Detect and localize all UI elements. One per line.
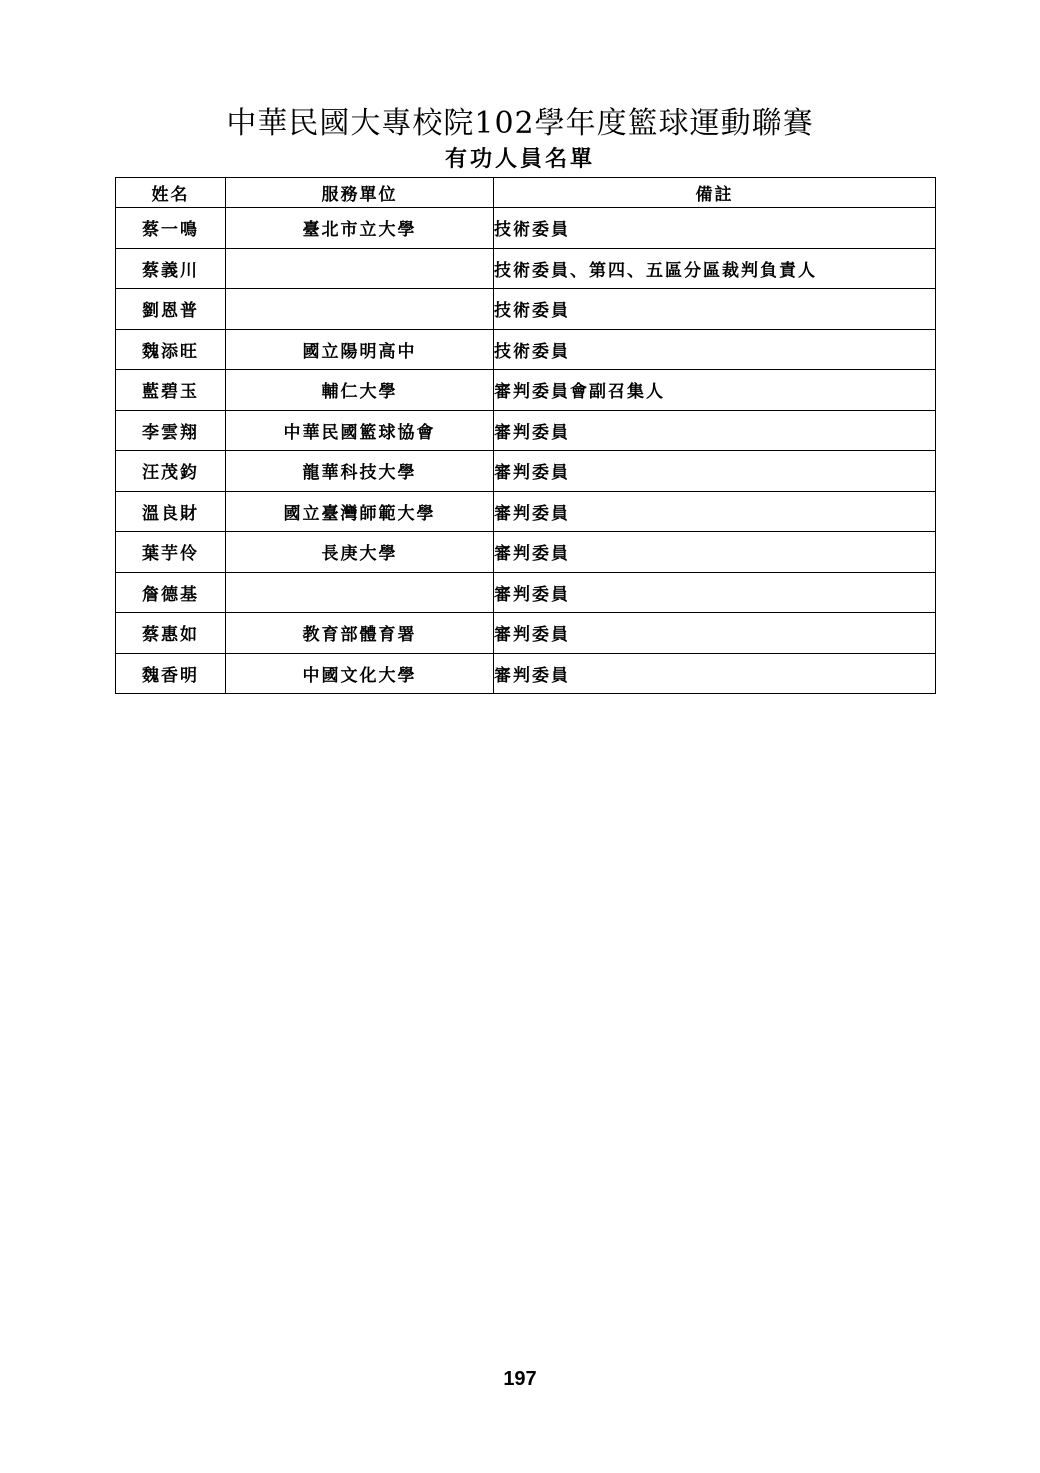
cell-name: 李雲翔 — [116, 410, 226, 451]
cell-note: 審判委員 — [494, 653, 936, 694]
document-subtitle: 有功人員名單 — [444, 146, 595, 172]
cell-unit: 臺北市立大學 — [226, 208, 494, 249]
cell-note: 審判委員 — [494, 410, 936, 451]
cell-unit — [226, 289, 494, 330]
cell-unit: 長庚大學 — [226, 532, 494, 573]
table-row — [116, 248, 936, 289]
table-row — [116, 289, 936, 330]
table-row — [116, 329, 936, 370]
cell-name: 溫良財 — [116, 491, 226, 532]
table-row — [116, 572, 936, 613]
cell-unit — [226, 248, 494, 289]
cell-unit: 國立臺灣師範大學 — [226, 491, 494, 532]
header-name: 姓名 — [116, 178, 226, 208]
cell-name: 蔡惠如 — [116, 613, 226, 654]
cell-name: 劉恩普 — [116, 289, 226, 330]
cell-unit: 教育部體育署 — [226, 613, 494, 654]
cell-note: 審判委員 — [494, 613, 936, 654]
cell-note: 審判委員會副召集人 — [494, 370, 936, 411]
cell-name: 汪茂鈞 — [116, 451, 226, 492]
cell-name: 蔡義川 — [116, 248, 226, 289]
table-row — [116, 370, 936, 411]
table-row — [116, 491, 936, 532]
cell-name: 魏香明 — [116, 653, 226, 694]
document-title: 中華民國大專校院102學年度籃球運動聯賽 — [226, 106, 814, 141]
cell-name: 葉芋伶 — [116, 532, 226, 573]
page-number: 197 — [503, 1368, 537, 1390]
table-row — [116, 653, 936, 694]
table-row — [116, 410, 936, 451]
cell-name: 詹德基 — [116, 572, 226, 613]
cell-note: 審判委員 — [494, 532, 936, 573]
cell-note: 審判委員 — [494, 491, 936, 532]
table-row — [116, 532, 936, 573]
cell-note: 審判委員 — [494, 451, 936, 492]
cell-name: 蔡一鳴 — [116, 208, 226, 249]
cell-note: 技術委員 — [494, 289, 936, 330]
cell-note: 技術委員 — [494, 208, 936, 249]
table-row — [116, 613, 936, 654]
cell-unit — [226, 572, 494, 613]
cell-unit: 中國文化大學 — [226, 653, 494, 694]
cell-unit: 龍華科技大學 — [226, 451, 494, 492]
header-unit: 服務單位 — [226, 178, 494, 208]
cell-name: 藍碧玉 — [116, 370, 226, 411]
cell-note: 技術委員、第四、五區分區裁判負責人 — [494, 248, 936, 289]
table-header-row — [116, 178, 936, 208]
cell-unit: 中華民國籃球協會 — [226, 410, 494, 451]
cell-name: 魏添旺 — [116, 329, 226, 370]
cell-note: 技術委員 — [494, 329, 936, 370]
meritorious-personnel-table — [115, 177, 936, 694]
header-note: 備註 — [494, 178, 936, 208]
table-row — [116, 451, 936, 492]
cell-unit: 國立陽明高中 — [226, 329, 494, 370]
table-row — [116, 208, 936, 249]
cell-note: 審判委員 — [494, 572, 936, 613]
cell-unit: 輔仁大學 — [226, 370, 494, 411]
